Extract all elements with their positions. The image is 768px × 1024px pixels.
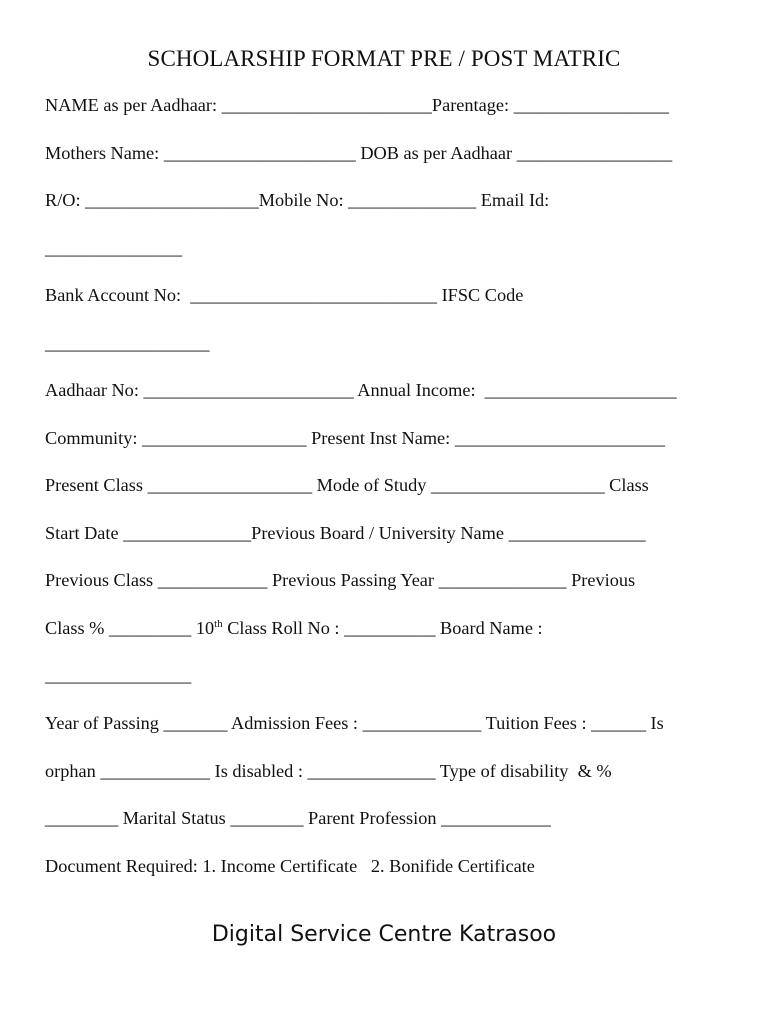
field-label: Start Date [45,523,124,543]
fill-in-blank[interactable]: __________________ [147,475,313,495]
field-label: Parent Profession [303,808,442,828]
field-label: Community: [45,428,143,448]
field-label: Is [645,713,664,733]
form-line [45,237,182,259]
field-label: DOB as per Aadhaar [355,143,517,163]
ordinal-superscript: th [214,618,223,630]
fill-in-blank[interactable]: ________ [230,808,304,828]
fill-in-blank[interactable]: ____________ [441,808,551,828]
field-label: Marital Status [118,808,231,828]
field-label: Parentage: [431,95,514,115]
fill-in-blank[interactable]: _______________________ [143,380,354,400]
fill-in-blank[interactable]: ________ [45,808,119,828]
field-label: Bank Account No: [45,285,191,305]
fill-in-blank[interactable]: __________ [344,618,436,638]
fill-in-blank[interactable]: _________ [108,618,192,638]
fill-in-blank[interactable]: _______________________ [454,428,666,448]
fill-in-blank[interactable]: ________________ [45,665,192,685]
form-line [45,142,672,164]
form-line [45,855,535,877]
fill-in-blank[interactable]: __________________ [45,333,210,353]
field-label: 10 [191,618,215,638]
fill-in-blank[interactable]: ____________ [157,570,268,590]
field-label: Previous Board / University Name [251,523,509,543]
field-label: Board Name : [435,618,543,638]
form-line [45,332,210,354]
fill-in-blank[interactable]: _____________ [362,713,482,733]
form-line [45,94,669,116]
field-label: NAME as per Aadhaar: [45,95,222,115]
field-label: Type of disability & % [435,761,612,781]
field-label: Class % [45,618,109,638]
field-label: Annual Income: [353,380,485,400]
fill-in-blank[interactable]: ______ [591,713,646,733]
field-label: orphan [45,761,101,781]
footer-centre-name: Digital Service Centre Katrasoo [211,922,557,947]
field-label: Document Required: 1. Income Certificate 2. Bonifide Certificate [45,856,535,876]
form-line [45,474,649,496]
fill-in-blank[interactable]: _________________ [516,143,673,163]
fill-in-blank[interactable]: ___________________ [430,475,605,495]
field-label: Mobile No: [258,190,349,210]
field-label: Year of Passing [45,713,164,733]
form-title: SCHOLARSHIP FORMAT PRE / POST MATRIC [147,46,621,71]
field-label: Is disabled : [210,761,308,781]
fill-in-blank[interactable]: _____________________ [484,380,677,400]
form-line [45,569,635,591]
form-line [45,379,677,401]
fill-in-blank[interactable]: ____________ [100,761,211,781]
form-line [45,760,612,782]
fill-in-blank[interactable]: _______________ [508,523,646,543]
form-line [45,284,523,306]
fill-in-blank[interactable]: ______________ [307,761,436,781]
fill-in-blank[interactable]: _______ [163,713,228,733]
field-label: IFSC Code [437,285,524,305]
form-line [45,712,664,734]
fill-in-blank[interactable]: _______________ [45,238,183,258]
field-label: Present Inst Name: [306,428,455,448]
field-label: R/O: [45,190,86,210]
fill-in-blank[interactable]: ______________ [123,523,252,543]
fill-in-blank[interactable]: ___________________________ [190,285,438,305]
form-line [45,807,551,829]
field-label: Email Id: [476,190,550,210]
form-line [45,189,549,211]
form-line [45,617,543,639]
fill-in-blank[interactable]: _______________________ [221,95,432,115]
fill-in-blank[interactable]: __________________ [142,428,307,448]
field-label: Aadhaar No: [45,380,144,400]
field-label: Class Roll No : [222,618,345,638]
field-label: Class [604,475,649,495]
field-label: Previous Passing Year [267,570,439,590]
fill-in-blank[interactable]: ______________ [438,570,567,590]
field-label: Present Class [45,475,148,495]
field-label: Previous [566,570,636,590]
fill-in-blank[interactable]: _____________________ [163,143,356,163]
field-label: Previous Class [45,570,158,590]
field-label: Admission Fees : [227,713,363,733]
fill-in-blank[interactable]: ___________________ [85,190,259,210]
field-label: Mothers Name: [45,143,164,163]
form-line [45,664,191,686]
field-label: Mode of Study [312,475,431,495]
field-label: Tuition Fees : [481,713,592,733]
fill-in-blank[interactable]: ______________ [348,190,477,210]
form-line [45,427,665,449]
form-line [45,522,646,544]
fill-in-blank[interactable]: _________________ [513,95,670,115]
